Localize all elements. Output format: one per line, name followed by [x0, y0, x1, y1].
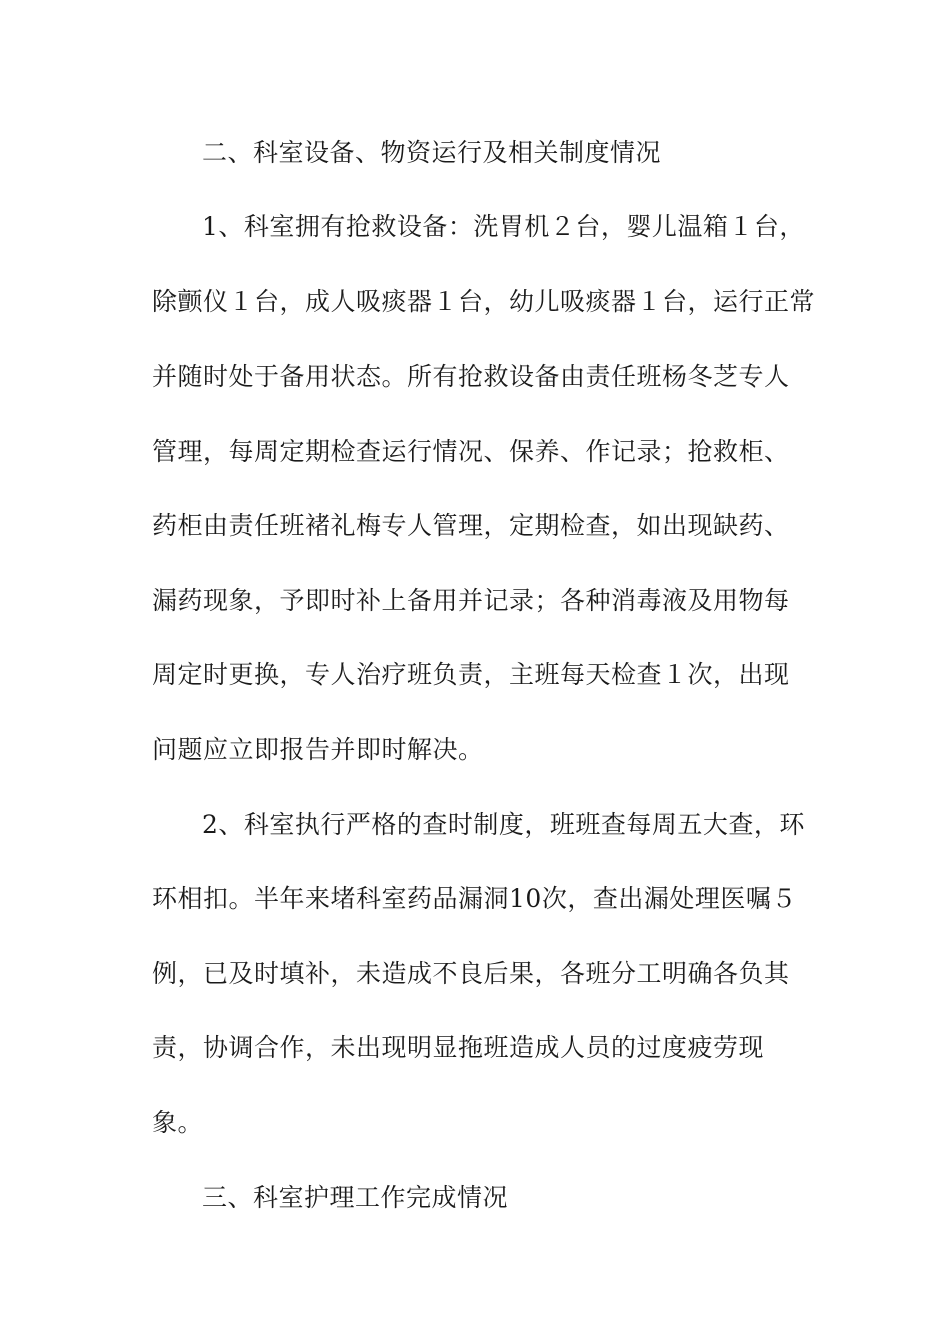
paragraph-1-line-4: 管理，每周定期检查运行情况、保养、作记录；抢救柜、: [152, 437, 790, 466]
paragraph-1-line-8: 问题应立即报告并即时解决。: [152, 735, 484, 764]
section-heading-2: 二、科室设备、物资运行及相关制度情况: [202, 138, 662, 167]
paragraph-1-line-2: 除颤仪１台，成人吸痰器１台，幼儿吸痰器１台，运行正常: [152, 287, 816, 316]
paragraph-1-line-1: 1、科室拥有抢救设备：洗胃机２台，婴儿温箱１台，: [202, 212, 805, 241]
paragraph-2-line-2: 环相扣。半年来堵科室药品漏洞10次，查出漏处理医嘱５: [152, 884, 797, 913]
paragraph-1-line-7: 周定时更换，专人治疗班负责，主班每天检查１次，出现: [152, 660, 790, 689]
section-heading-3: 三、科室护理工作完成情况: [202, 1183, 509, 1212]
paragraph-1-line-5: 药柜由责任班褚礼梅专人管理，定期检查，如出现缺药、: [152, 511, 790, 540]
paragraph-2-line-3: 例，已及时填补，未造成不良后果，各班分工明确各负其: [152, 959, 790, 988]
paragraph-1-line-3: 并随时处于备用状态。所有抢救设备由责任班杨冬芝专人: [152, 362, 790, 391]
paragraph-1-line-6: 漏药现象，予即时补上备用并记录；各种消毒液及用物每: [152, 586, 790, 615]
paragraph-2-line-1: 2、科室执行严格的查时制度，班班查每周五大查，环: [202, 810, 805, 839]
paragraph-2-line-5: 象。: [152, 1108, 204, 1137]
paragraph-2-line-4: 责，协调合作，未出现明显拖班造成人员的过度疲劳现: [152, 1033, 765, 1062]
